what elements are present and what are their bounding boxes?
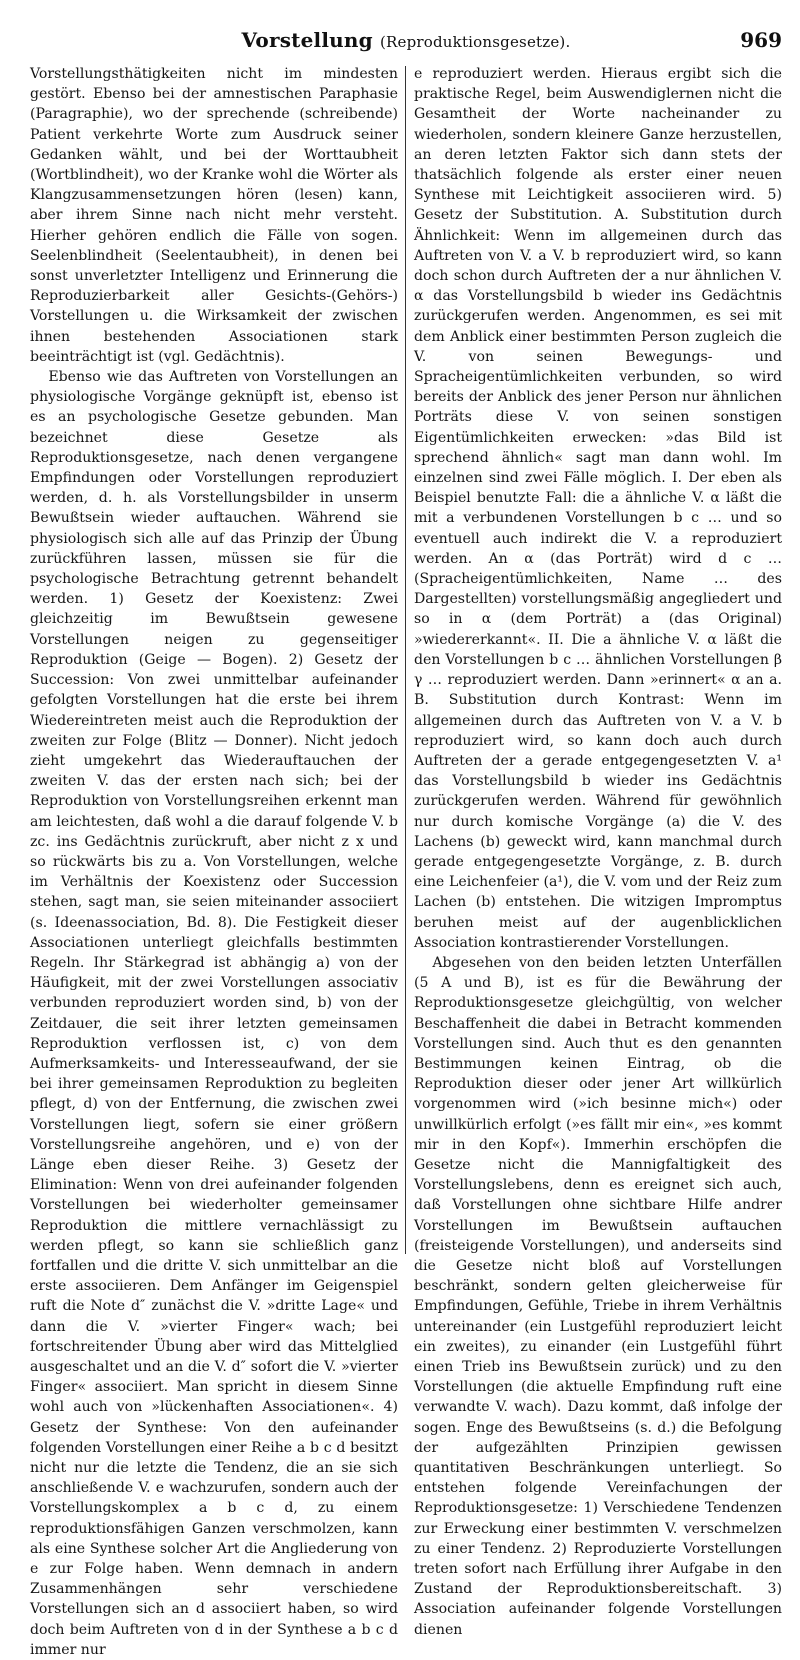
running-title [30, 28, 782, 52]
dictionary-page [30, 0, 782, 1658]
running-title-main: Vorstellung [241, 28, 373, 52]
right-paragraph-1: e reproduziert werden. Hieraus ergibt sich die praktische Regel, beim Auswendiglernen nicht die Gesamtheit der Worte nacheinander zu wiederholen, sondern kleinere Ganze herzustellen, an deren letzten Faktor sich dann stets der thatsächlich folgende als erster einer neuen Synthese mit Leichtigkeit associieren wird. 5) Gesetz der Substitution. A. Substitution durch Ähnlichkeit: Wenn im allgemeinen durch das Auftreten von V. a V. b reproduziert wird, so kann doch schon durch Auftreten der a nur ähnlichen V. α das Vorstellungsbild b wieder ins Gedächtnis zurückgerufen werden. Angenommen, es sei mit dem Anblick einer bestimmten Person zugleich die V. von seinen Bewegungs- und Spracheigentümlichkeiten verbunden, so wird bereits der Anblick des jener Person nur ähnlichen Porträts diese V. von seinen sonstigen Eigentümlichkeiten erwecken: »das Bild ist sprechend ähnlich« sagt man dann wohl. Im einzelnen sind zwei Fälle möglich. I. Der eben als Beispiel benutzte Fall: die a ähnliche V. α läßt die mit a verbundenen Vorstellungen b c … und so eventuell auch indirekt die V. a reproduziert werden. An α (das Porträt) wird d c … (Spracheigentümlichkeiten, Name … des Dargestellten) vorstellungsmäßig angegliedert und so in α (dem Porträt) a (das Original) »wiedererkannt«. II. Die a ähnliche V. α läßt die den Vorstellungen b c … ähnlichen Vorstellungen β γ … reproduziert werden. Dann »erinnert« α an a. B. Substitution durch Kontrast: Wenn im allgemeinen durch das Auftreten von V. a V. b reproduziert wird, so kann doch auch durch Auftreten der a gerade entgegengesetzten V. a¹ das Vorstellungsbild b wieder ins Gedächtnis zurückgerufen werden. Während für gewöhnlich nur durch komische Vorgänge (a) die V. des Lachens (b) geweckt wird, kann manchmal durch gerade entgegengesetzte Vorgänge, z. B. durch eine Leichenfeier (a¹), die V. vom und der Reiz zum Lachen (b) entstehen. Die witzigen Impromptus beruhen meist auf der augenblicklichen Association kontrastierender Vorstellungen. [414, 66, 782, 951]
page-header [30, 28, 782, 54]
column-divider [405, 66, 406, 1254]
right-paragraph-2: Abgesehen von den beiden letzten Unterfällen (5 A und B), ist es für die Bewährung der Reproduktionsgesetze gleichgültig, von welcher Beschaffenheit die dabei in Betracht kommenden Vorstellungen sind. Auch thut es den genannten Bestimmungen keinen Eintrag, ob die Reproduktion dieser oder jener Art willkürlich vorgenommen wird (»ich besinne mich«) oder unwillkürlich erfolgt (»es fällt mir ein«, »es kommt mir in den Kopf«). Immerhin erschöpfen die Gesetze nicht die Mannigfaltigkeit des Vorstellungslebens, denn es ereignet sich auch, daß Vorstellungen ohne sichtbare Hilfe andrer Vorstellungen im Bewußtsein auftauchen (freisteigende Vorstellungen), und anderseits sind die Gesetze nicht bloß auf Vorstellungen beschränkt, sondern gelten gleicherweise für Empfindungen, Gefühle, Triebe in ihrem Verhältnis untereinander (ein Lustgefühl reproduziert leicht ein zweites), zu einander (ein Lustgefühl führt einen Trieb ins Bewußtsein zurück) und zu den Vorstellungen (die aktuelle Empfindung ruft eine verwandte V. wach). Dazu kommt, daß infolge der sogen. Enge des Bewußtseins (s. d.) die Befolgung der aufgezählten Prinzipien gewissen quantitativen Beschränkungen unterliegt. So entstehen folgende Vereinfachungen der Reproduktionsgesetze: 1) Verschiedene Tendenzen zur Erweckung einer bestimmten V. verschmelzen zu einer Tendenz. 2) Reproduzierte Vorstellungen treten sofort nach Erfüllung ihrer Aufgabe in den Zustand der Reproduktionsbereitschaft. 3) Association aufeinander folgende Vorstellungen dienen [414, 954, 782, 1638]
right-column [414, 64, 782, 1638]
page-number: 969 [740, 28, 782, 52]
running-title-sub: (Reproduktionsgesetze). [379, 33, 571, 51]
left-column [30, 64, 398, 1658]
left-paragraph-2: Ebenso wie das Auftreten von Vorstellungen an physiologische Vorgänge geknüpft ist, ebenso ist es an psychologische Gesetze gebunden. Man bezeichnet diese Gesetze als Reproduktionsgesetze, nach denen vergangene Empfindungen oder Vorstellungen reproduziert werden, d. h. als Vorstellungsbilder in unserm Bewußtsein wieder auftauchen. Während sie physiologisch sich alle auf das Prinzip der Übung zurückführen lassen, müssen sie für die psychologische Betrachtung getrennt behandelt werden. 1) Gesetz der Koexistenz: Zwei gleichzeitig im Bewußtsein gewesene Vorstellungen neigen zu gegenseitiger Reproduktion (Geige — Bogen). 2) Gesetz der Succession: Von zwei unmittelbar aufeinander gefolgten Vorstellungen hat die erste bei ihrem Wiedereintreten meist auch die Reproduktion der zweiten zur Folge (Blitz — Donner). Nicht jedoch zieht umgekehrt das Wiederauftauchen der zweiten V. das der ersten nach sich; bei der Reproduktion von Vorstellungsreihen erkennt man am leichtesten, daß wohl a die darauf folgende V. b zc. ins Gedächtnis zurückruft, aber nicht z x und so rückwärts bis zu a. Von Vorstellungen, welche im Verhältnis der Koexistenz oder Succession stehen, sagt man, sie seien miteinander associiert (s. Ideenassociation, Bd. 8). Die Festigkeit dieser Associationen unterliegt gleichfalls bestimmten Regeln. Ihr Stärkegrad ist abhängig a) von der Häufigkeit, mit der zwei Vorstellungen associativ verbunden reproduziert worden sind, b) von der Zeitdauer, die seit ihrer letzten gemeinsamen Reproduktion verflossen ist, c) von dem Aufmerksamkeits- und Interesseaufwand, der sie bei ihrer gemeinsamen Reproduktion zu begleiten pflegt, d) von der Entfernung, die zwischen zwei Vorstellungen liegt, sofern sie einer größern Vorstellungsreihe angehören, und e) von der Länge eben dieser Reihe. 3) Gesetz der Elimination: Wenn von drei aufeinander folgenden Vorstellungen bei wiederholter gemeinsamer Reproduktion die mittlere vernachlässigt zu werden pflegt, so kann sie schließlich ganz fortfallen und die dritte V. sich unmittelbar an die erste associieren. Dem Anfänger im Geigenspiel ruft die Note d″ zunächst die V. »dritte Lage« und dann die V. »vierter Finger« wach; bei fortschreitender Übung aber wird das Mittelglied ausgeschaltet und an die V. d″ sofort die V. »vierter Finger« associiert. Man spricht in diesem Sinne wohl auch von »lückenhaften Associationen«. 4) Gesetz der Synthese: Von den aufeinander folgenden Vorstellungen einer Reihe a b c d besitzt nicht nur die letzte die Tendenz, die an sie sich anschließende V. e wachzurufen, sondern auch der Vorstellungskomplex a b c d, zu einem reproduktionsfähigen Ganzen verschmolzen, kann als eine Synthese solcher Art die Angliederung von e zur Folge haben. Wenn demnach in andern Zusammenhängen sehr verschiedene Vorstellungen sich an d associiert haben, so wird doch beim Auftreten von d in der Synthese a b c d immer nur [30, 369, 398, 1658]
left-paragraph-1: Vorstellungsthätigkeiten nicht im mindesten gestört. Ebenso bei der amnestischen Paraphasie (Paragraphie), wo der sprechende (schreibende) Patient verkehrte Worte zum Ausdruck seiner Gedanken wählt, und bei der Worttaubheit (Wortblindheit), wo der Kranke wohl die Wörter als Klangzusammensetzungen hören (lesen) kann, aber ihrem Sinne nach nicht mehr versteht. Hierher gehören endlich die Fälle von sogen. Seelenblindheit (Seelentaubheit), in denen bei sonst unverletzter Intelligenz und Erinnerung die Reproduzierbarkeit aller Gesichts-(Gehörs-) Vorstellungen u. die Wirksamkeit der zwischen ihnen bestehenden Associationen stark beeinträchtigt ist (vgl. Gedächtnis). [30, 66, 398, 365]
